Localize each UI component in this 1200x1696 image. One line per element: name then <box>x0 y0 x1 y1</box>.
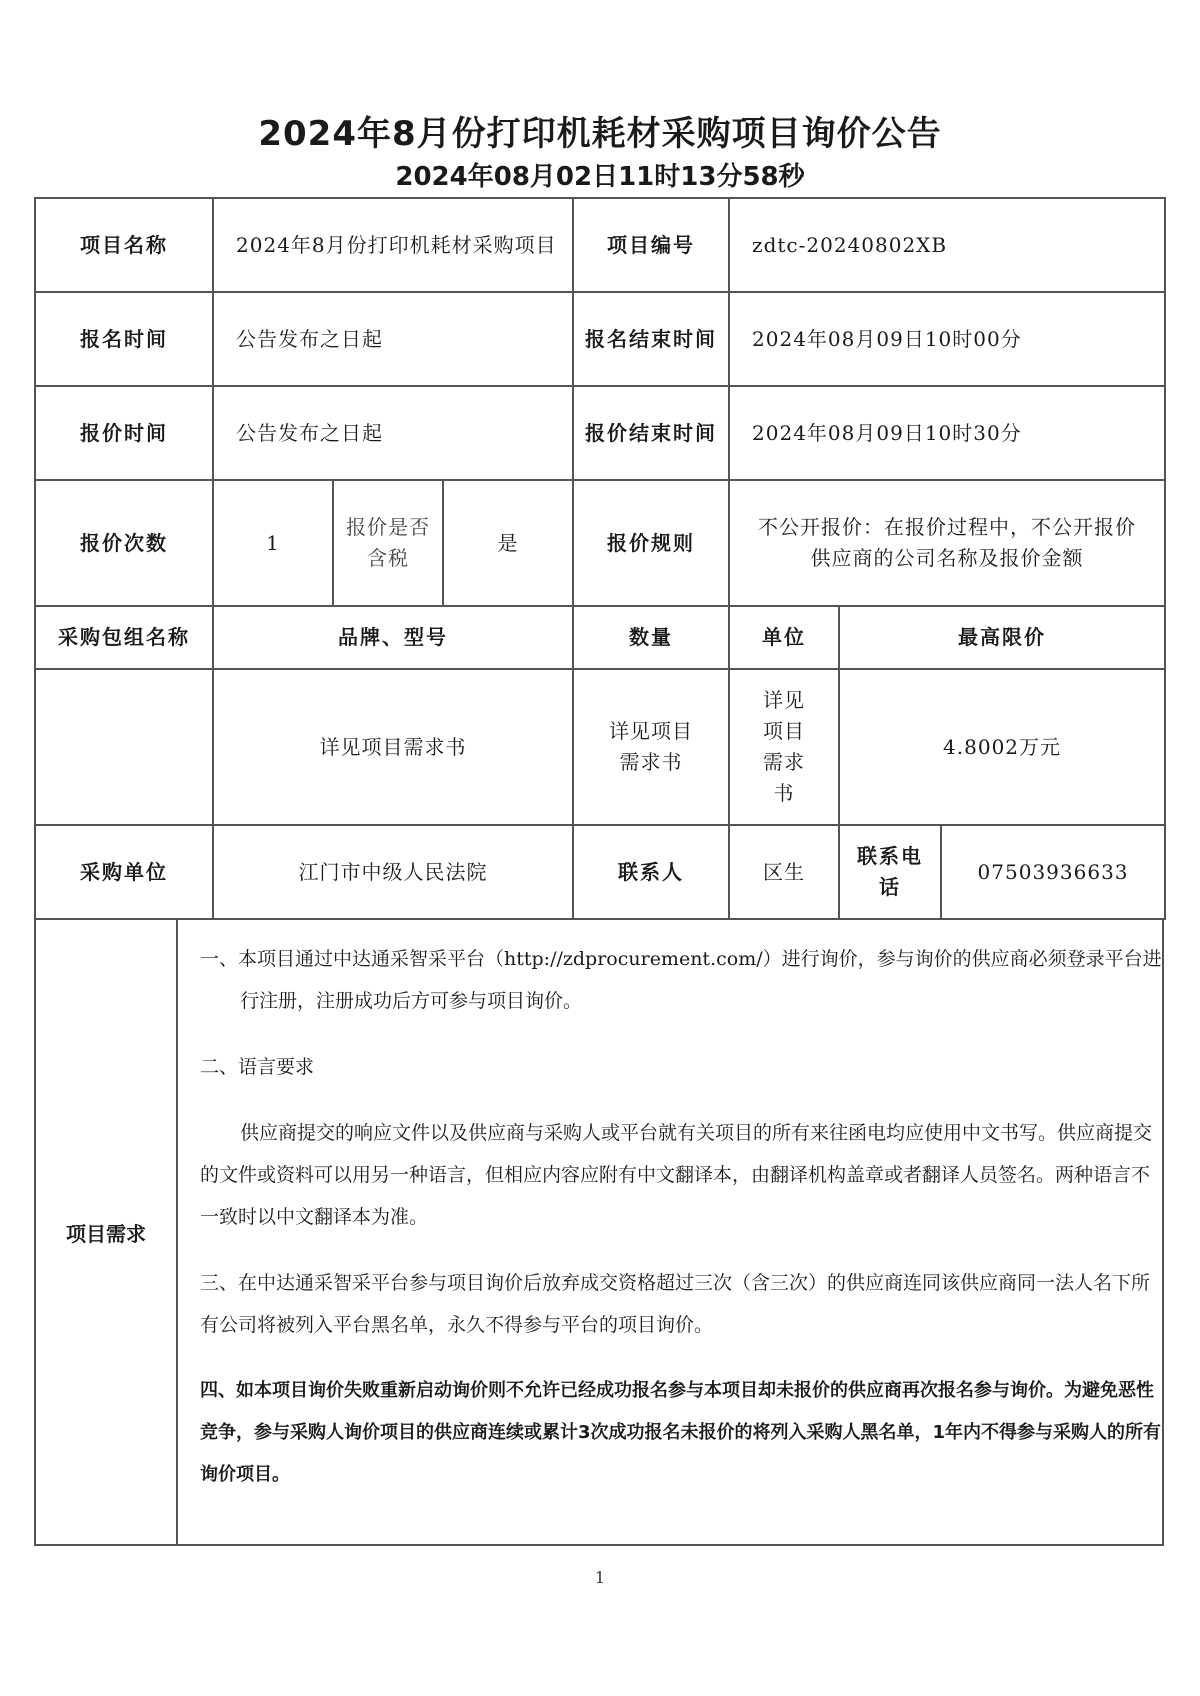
unit-value: 详见项目需求书 <box>729 669 839 825</box>
requirement-paragraph-1: 一、本项目通过中达通采智采平台（http://zdprocurement.com/）进行询价，参与询价的供应商必须登录平台进行注册，注册成功后方可参与项目询价。 <box>200 948 1162 1012</box>
quantity-value: 详见项目需求书 <box>573 669 729 825</box>
registration-end-value: 2024年08月09日10时00分 <box>729 292 1165 386</box>
requirement-paragraph-3: 供应商提交的响应文件以及供应商与采购人或平台就有关项目的所有来往函电均应使用中文书写。供应商提交的文件或资料可以用另一种语言，但相应内容应附有中文翻译本，由翻译机构盖章或者翻译人员签名。两种语言不一致时以中文翻译本为准。 <box>200 1122 1153 1228</box>
table-row <box>35 825 1165 919</box>
brand-model-value: 详见项目需求书 <box>213 669 573 825</box>
requirements-body <box>178 920 1174 1496</box>
quote-count-label: 报价次数 <box>35 480 213 606</box>
quote-end-label: 报价结束时间 <box>573 386 729 480</box>
unit-header: 单位 <box>729 606 839 669</box>
tax-included-value: 是 <box>443 480 573 606</box>
page-title: 2024年8月份打印机耗材采购项目询价公告 <box>258 114 942 154</box>
quote-time-label: 报价时间 <box>35 386 213 480</box>
requirements-label: 项目需求 <box>36 920 178 1544</box>
project-name-value: 2024年8月份打印机耗材采购项目 <box>213 198 573 292</box>
quote-time-value: 公告发布之日起 <box>213 386 573 480</box>
quote-count-value: 1 <box>213 480 333 606</box>
quote-rule-value: 不公开报价：在报价过程中，不公开报价供应商的公司名称及报价金额 <box>729 480 1165 606</box>
max-price-value: 4.8002万元 <box>839 669 1165 825</box>
table-row <box>35 606 1165 669</box>
table-row <box>35 669 1165 825</box>
requirement-paragraph-5: 四、如本项目询价失败重新启动询价则不允许已经成功报名参与本项目却未报价的供应商再次报名参与询价。为避免恶性竞争，参与采购人询价项目的供应商连续或累计3次成功报名未报价的将列入采购人黑名单，1年内不得参与采购人的所有询价项目。 <box>200 1380 1162 1485</box>
purchaser-label: 采购单位 <box>35 825 213 919</box>
contact-person-label: 联系人 <box>573 825 729 919</box>
contact-phone-value: 07503936633 <box>941 825 1165 919</box>
brand-model-header: 品牌、型号 <box>213 606 573 669</box>
publish-datetime: 2024年08月02日11时13分58秒 <box>395 162 805 192</box>
package-group-value <box>35 669 213 825</box>
table-row <box>35 480 1165 606</box>
table-row <box>35 386 1165 480</box>
max-price-header: 最高限价 <box>839 606 1165 669</box>
table-row <box>35 198 1165 292</box>
registration-time-value: 公告发布之日起 <box>213 292 573 386</box>
project-info-table <box>34 197 1166 920</box>
contact-phone-label: 联系电话 <box>839 825 941 919</box>
quantity-header: 数量 <box>573 606 729 669</box>
requirement-paragraph-4: 三、在中达通采智采平台参与项目询价后放弃成交资格超过三次（含三次）的供应商连同该供应商同一法人名下所有公司将被列入平台黑名单，永久不得参与平台的项目询价。 <box>200 1272 1151 1336</box>
quote-end-value: 2024年08月09日10时30分 <box>729 386 1165 480</box>
project-code-label: 项目编号 <box>573 198 729 292</box>
quote-rule-label: 报价规则 <box>573 480 729 606</box>
registration-time-label: 报名时间 <box>35 292 213 386</box>
registration-end-label: 报名结束时间 <box>573 292 729 386</box>
table-row <box>35 292 1165 386</box>
package-group-header: 采购包组名称 <box>35 606 213 669</box>
contact-person-value: 区生 <box>729 825 839 919</box>
page-number: 1 <box>594 1568 606 1587</box>
tax-included-label: 报价是否含税 <box>333 480 443 606</box>
requirements-section <box>34 920 1164 1546</box>
requirement-paragraph-2: 二、语言要求 <box>200 1056 315 1078</box>
project-name-label: 项目名称 <box>35 198 213 292</box>
purchaser-value: 江门市中级人民法院 <box>213 825 573 919</box>
project-code-value: zdtc-20240802XB <box>729 198 1165 292</box>
